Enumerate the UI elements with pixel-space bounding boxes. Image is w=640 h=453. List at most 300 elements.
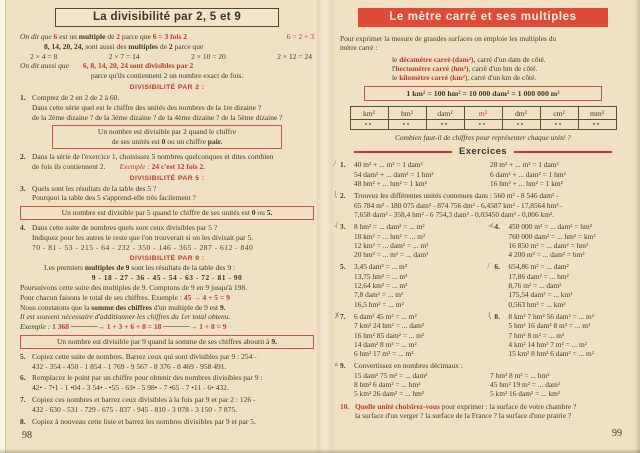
exercise-6-left bbox=[20, 373, 314, 393]
text-line: 16,5 hm² = ... m² bbox=[354, 299, 404, 309]
exercise-10 bbox=[340, 402, 626, 421]
red-dash: - bbox=[43, 404, 50, 414]
text-line bbox=[27, 337, 307, 347]
unit-header-cell: mm² bbox=[578, 107, 616, 120]
text-line bbox=[32, 243, 314, 253]
text-run: 432 - 630 - 531 - 729 - 675 - 837 - 945 - 810 - 3 078 - 3 150 - 7 875. bbox=[32, 404, 237, 414]
text-run: 432 - 354 - 450 - 1 854 - 1 769 - 9 567 - 8 376 - 8 469 - 958 491. bbox=[32, 361, 227, 371]
text-run: 6 = 2 × 3 bbox=[286, 32, 314, 41]
text-run: multiples bbox=[128, 41, 158, 51]
unit-dots-cell: •• bbox=[578, 120, 616, 130]
text-line: 17,86 dam² = ... hm² bbox=[508, 271, 569, 281]
text-line bbox=[32, 362, 314, 372]
scan-edge-right bbox=[635, 0, 640, 453]
text-line bbox=[20, 263, 314, 273]
text-run: de fois ils contiennent 2. bbox=[32, 161, 106, 171]
text-line bbox=[20, 293, 314, 303]
exercise-7-left bbox=[20, 395, 314, 415]
text-run: Exemple : bbox=[119, 161, 152, 171]
text-line bbox=[32, 223, 314, 233]
pencil-mark: √ bbox=[333, 220, 339, 231]
text-line bbox=[20, 273, 314, 283]
text-run: - bbox=[252, 351, 257, 361]
red-dash: - bbox=[135, 383, 142, 393]
red-dash: - bbox=[179, 383, 186, 393]
red-dash: - bbox=[40, 242, 49, 252]
exercise-number: 8. bbox=[494, 311, 500, 321]
text-run: Un nombre est divisible par 2 quand le chiffre bbox=[97, 127, 237, 137]
text-line bbox=[32, 395, 314, 405]
exercise-5 bbox=[340, 262, 488, 308]
red-dash: - bbox=[150, 242, 159, 252]
text-run: Les premiers bbox=[44, 263, 85, 273]
text-line: 18 km² = ... hm² = ... m² bbox=[354, 231, 426, 241]
right-page bbox=[332, 0, 634, 453]
unit-header-cell: m² bbox=[464, 107, 502, 120]
rule-box-divisible-par-9 bbox=[20, 335, 314, 349]
unit-dots-cell: •• bbox=[502, 120, 540, 130]
text-run: Indiquez pour les autres le reste que l'on trouverait si on les divisait par 5. bbox=[32, 232, 254, 242]
text-line: 15 km² 8 hm² 6 dam² = ... m² bbox=[508, 349, 594, 359]
text-run: 6 bbox=[53, 32, 58, 41]
red-dash: - bbox=[60, 404, 67, 414]
text-line: 16 hm² + ... hm² = 1 km² bbox=[490, 179, 563, 189]
text-run: Poursuivons cette suite des multiples de 9. Comptons de 9 en 9 jusqu'à 198. bbox=[20, 282, 247, 292]
unit-header-cell: dam² bbox=[426, 107, 464, 120]
text-line: 5 km² 16 dam² = ... km² bbox=[490, 389, 561, 399]
exercise-9 bbox=[333, 360, 626, 399]
text-run: Pourquoi la table des 5 s'apprend-elle très facilement ? bbox=[32, 193, 196, 203]
text-line: 2 × 7 = 14 bbox=[108, 51, 140, 61]
text-line: 15 dam² 75 m² = ... dam² bbox=[354, 370, 428, 380]
text-line bbox=[32, 405, 314, 415]
exercise-number: 1. bbox=[20, 92, 26, 102]
unit-dots-cell: •• bbox=[464, 120, 502, 130]
section-header-div5: DIVISIBILITÉ PAR 5 : bbox=[129, 174, 205, 182]
text-line: 6 dam² 45 m² = ... m² bbox=[354, 311, 417, 321]
red-dash: - bbox=[58, 383, 65, 393]
text-line: 6 dam² + ... dam² = 1 hm² bbox=[490, 169, 566, 179]
multiplication-equations-row bbox=[20, 52, 314, 62]
exercise-8-left bbox=[20, 417, 314, 427]
text-line: 8 hm² 6 dam² = ... hm² bbox=[354, 380, 421, 390]
exercise-1-left bbox=[20, 93, 314, 122]
text-run: somme des chiffres bbox=[91, 302, 152, 312]
unit-definitions bbox=[340, 55, 626, 83]
text-line bbox=[340, 55, 626, 64]
unit-header-cell: km² bbox=[350, 107, 388, 120]
text-line: 4 200 m² = ... dam² = hm² bbox=[508, 250, 585, 260]
text-run: Comptez de 2 en 2 de 2 à 60. bbox=[32, 92, 120, 102]
text-run: - bbox=[251, 394, 256, 404]
text-run: la surface d'un verger ? la surface de la France ? la surface d'une prairie ? bbox=[355, 410, 572, 420]
text-line bbox=[20, 322, 314, 332]
text-run: ou un chiffre bbox=[165, 137, 208, 147]
unit-header-cell: cm² bbox=[540, 107, 578, 120]
red-dash: - bbox=[95, 404, 102, 414]
red-dash: - bbox=[384, 200, 391, 210]
exercise-number: 10. bbox=[340, 401, 350, 411]
red-dash: - bbox=[514, 191, 521, 201]
text-run: 9. bbox=[219, 302, 226, 312]
text-run: 6 = 3 fois 2 bbox=[152, 32, 188, 41]
text-line: 20 hm² = ... m² = ... dam² bbox=[354, 250, 429, 260]
exercise-3-left bbox=[20, 184, 314, 204]
exercise-number: 8. bbox=[20, 416, 26, 426]
text-line: 40 m² + ... m² = 1 dam² bbox=[354, 160, 423, 170]
right-page-title-banner: Le mètre carré et ses multiples bbox=[358, 8, 608, 27]
text-line: 2 × 4 = 8 bbox=[30, 51, 58, 61]
text-run: (hm²) bbox=[449, 63, 469, 73]
red-dash: - bbox=[101, 361, 108, 371]
text-line: 7 km² 24 hm² = ... dam² bbox=[354, 321, 425, 331]
text-line bbox=[20, 283, 314, 293]
text-run: mètre carré : bbox=[340, 43, 378, 53]
text-run: 8, 14, 20, 24, bbox=[44, 41, 84, 51]
text-line: 2 × 10 = 20 bbox=[191, 51, 226, 61]
text-run: Trouvez les différentes unités contenues dans : bbox=[354, 191, 494, 201]
red-dash: - bbox=[188, 404, 196, 414]
text-run: 42• - 7•1 - 1 •04 - 3 54• - •55 - 63• - 5 98• - 7 •65 - 7 •11 - 6• 432. bbox=[32, 383, 229, 393]
exercise-4-left bbox=[20, 223, 314, 252]
text-run: multiple bbox=[78, 32, 106, 41]
exercise-number: 7. bbox=[340, 311, 346, 321]
left-page-title: La divisibilité par 2, 5 et 9 bbox=[55, 8, 279, 27]
text-run: Remplacez le point par un chiffre pour obtenir des nombres divisibles par 9 : bbox=[32, 373, 263, 383]
pencil-mark: × bbox=[333, 360, 340, 370]
red-dash: - bbox=[170, 361, 177, 371]
section-header-div9: DIVISIBILITÉ PAR 9 : bbox=[129, 255, 205, 263]
red-dash: - bbox=[212, 404, 219, 414]
text-run: parce que bbox=[172, 41, 204, 51]
text-run: de ses unités est bbox=[111, 137, 162, 147]
text-run: - bbox=[554, 191, 559, 201]
exercices-header bbox=[354, 146, 612, 157]
unit-dots-cell: •• bbox=[540, 120, 578, 130]
exercise-number: 6. bbox=[20, 373, 26, 383]
text-run: Copiez à nouveau cette liste et barrez les nombres divisibles par 9 et par 5. bbox=[32, 416, 256, 426]
exercise-4 bbox=[487, 220, 626, 260]
rule-box-divisible-par-5 bbox=[20, 206, 314, 220]
left-page bbox=[6, 0, 320, 453]
red-dash: - bbox=[147, 361, 154, 371]
text-line bbox=[32, 383, 314, 393]
text-run: le bbox=[392, 54, 400, 64]
exercise-number: 4. bbox=[494, 222, 500, 232]
exercise-number: 4. bbox=[20, 222, 26, 232]
unit-header-cell: hm² bbox=[388, 107, 426, 120]
text-run: décamètre carré bbox=[399, 54, 451, 64]
text-line: 14 dam² 8 m² = ... m² bbox=[354, 339, 417, 349]
pencil-mark: ⟨ bbox=[487, 310, 493, 321]
red-dash: - bbox=[56, 242, 65, 252]
text-run: 24 c'est 12 fois 2. bbox=[151, 161, 206, 171]
red-dash: - bbox=[78, 404, 85, 414]
text-line: 4 km² 14 hm² 7 m² = ... m² bbox=[508, 339, 587, 349]
red-dash: - bbox=[191, 242, 200, 252]
red-dash: - bbox=[113, 404, 120, 414]
text-run: Pour exprimer la mesure de grandes surfaces on emploie les multiples du bbox=[340, 34, 557, 43]
red-dash: - bbox=[73, 242, 81, 252]
red-dash: - bbox=[423, 209, 430, 219]
text-run: 1 368 bbox=[52, 322, 71, 332]
text-line bbox=[354, 191, 626, 200]
red-dash: - bbox=[130, 404, 137, 414]
text-line bbox=[20, 303, 314, 313]
text-line: 28 m² + ... m² = 1 dam² bbox=[490, 160, 559, 170]
unit-dots-cell: •• bbox=[350, 120, 388, 130]
text-line: 2 × 12 = 24 bbox=[277, 51, 312, 61]
text-run: 65 784 m² - 180 075 dam² - 874 756 dm² - 6,4587 km² - 17,8564 hm² bbox=[354, 200, 559, 210]
text-line: 7 hm² 8 m² = ... m² bbox=[508, 330, 565, 340]
text-line: 8 hm² = ... dam² = ... m² bbox=[354, 222, 425, 232]
text-run: 9 - 18 - 27 - 36 - 45 - 54 - 63 - 72 - 81 - 90 bbox=[91, 273, 243, 283]
exercise-number: 7. bbox=[20, 394, 26, 404]
text-run: 126 bbox=[239, 394, 252, 404]
text-run: 0 bbox=[161, 137, 166, 147]
exercise-number: 5. bbox=[340, 262, 346, 272]
text-line bbox=[340, 43, 626, 52]
text-run: On dit que bbox=[20, 32, 54, 41]
red-dash: - bbox=[514, 200, 522, 210]
units-table-header-row bbox=[350, 107, 616, 120]
text-run: sont les résultats de la table des 9 : bbox=[129, 263, 236, 273]
red-dash: - bbox=[148, 404, 155, 414]
text-run: Copiez ces nombres et barrez ceux divisibles à la fois par 9 et par 2 : bbox=[32, 394, 240, 404]
text-line bbox=[340, 73, 626, 82]
text-run: 0 bbox=[251, 208, 256, 218]
page-number-99: 99 bbox=[612, 428, 622, 439]
text-line bbox=[20, 312, 314, 322]
text-line: 8 km² 7 hm² 56 dam² = ... m² bbox=[508, 311, 594, 321]
red-dash: - bbox=[130, 242, 138, 252]
text-line: 450 000 m² = ... dam² = hm² bbox=[508, 222, 592, 232]
text-run: 1 + 8 = 9 bbox=[199, 322, 227, 332]
red-dash: - bbox=[78, 361, 85, 371]
text-line bbox=[59, 127, 275, 137]
text-line bbox=[354, 210, 626, 219]
red-dash: - bbox=[515, 209, 523, 219]
exercise-3 bbox=[333, 220, 488, 260]
text-run: Un nombre est divisible par 9 quand la somme de ses chiffres aboutit à bbox=[56, 336, 272, 346]
exercise-number: 3. bbox=[340, 222, 346, 232]
text-run: Un nombre est divisible par 5 quand le chiffre de ses unités est bbox=[61, 208, 252, 218]
text-line bbox=[59, 137, 275, 147]
intro-paragraph-1 bbox=[20, 32, 314, 52]
text-run: de bbox=[157, 41, 169, 51]
text-run: 254 bbox=[241, 351, 253, 361]
text-line: 13,75 hm² = ... m² bbox=[354, 271, 408, 281]
units-table-dots-row bbox=[350, 120, 616, 130]
red-dash: - bbox=[201, 383, 208, 393]
text-line: 7 hm² 8 m² = ... hm² bbox=[490, 370, 550, 380]
text-line: 54 dam² + ... dam² = 1 hm² bbox=[354, 169, 434, 179]
text-line: 45 hm² 19 m² = ... dam² bbox=[490, 380, 561, 390]
text-line: 0,563 hm² = ... km² bbox=[508, 299, 566, 309]
text-run: Copiez cette suite de nombres. Barrez ceux qui sont divisibles par 9 : bbox=[32, 351, 242, 361]
text-run: Il est souvent nécessaire d'additionner les chiffres du 1er total obtenu. bbox=[20, 312, 231, 322]
text-run: Pour chacun faisons le total de ses chiffres. Exemple : bbox=[20, 292, 184, 302]
text-line: 6 hm² 17 m² = ... m² bbox=[354, 349, 414, 359]
text-run: , carré d'un km de côté. bbox=[467, 73, 537, 83]
red-dash: - bbox=[93, 242, 102, 252]
text-run: l' bbox=[392, 63, 396, 73]
text-run: Exemple : bbox=[20, 322, 53, 332]
exercise-number: 2. bbox=[340, 191, 346, 201]
exercise-7 bbox=[333, 310, 488, 359]
pencil-mark: ✗ bbox=[333, 310, 342, 321]
text-line: 12,64 km² = ... m² bbox=[354, 281, 408, 291]
text-run: 2 bbox=[168, 41, 173, 51]
text-run: ─────→ bbox=[70, 322, 107, 332]
red-dash: - bbox=[157, 383, 164, 393]
text-line bbox=[354, 201, 626, 210]
red-dash: - bbox=[109, 242, 118, 252]
units-question-caption: Combien faut-il de chiffres pour représenter chaque unité ? bbox=[395, 133, 571, 143]
text-run: Quelle unité choisirez-vous bbox=[355, 401, 440, 411]
exercise-5-left bbox=[20, 352, 314, 372]
text-run: d'un multiple de 9 est bbox=[151, 302, 220, 312]
text-run: ou bbox=[255, 208, 267, 218]
red-rule-right bbox=[514, 151, 612, 152]
text-run: parce que bbox=[120, 32, 153, 41]
text-run: (dam²) bbox=[450, 54, 474, 64]
text-run: , carré d'un hm de côté. bbox=[468, 63, 538, 73]
text-run: Dans la série de l'exercice 1, choisissez 5 nombres quelconques et dites combien bbox=[32, 151, 274, 161]
text-line bbox=[32, 193, 314, 203]
text-line bbox=[340, 34, 626, 43]
text-line: 8,76 m² = ... dam² bbox=[508, 281, 562, 291]
exercices-label: Exercices bbox=[459, 146, 507, 158]
text-line: 760 000 dam² = ... hm² = km² bbox=[508, 231, 596, 241]
red-dash: - bbox=[431, 200, 438, 210]
text-run: parce qu'ils contiennent 2 un nombre exact de fois. bbox=[90, 71, 244, 81]
red-dash: - bbox=[468, 209, 476, 219]
exercise-number: 1. bbox=[340, 160, 346, 170]
text-line: 12 km² = ... dam² = ... m² bbox=[354, 240, 429, 250]
text-run: multiples de 9 bbox=[84, 263, 130, 273]
exercise-number: 6. bbox=[494, 262, 500, 272]
text-run: Dans cette suite de nombres quels sont ceux divisibles par 5 ? bbox=[32, 222, 218, 232]
red-dash: - bbox=[165, 404, 172, 414]
section-header-div2: DIVISIBILITÉ PAR 2 : bbox=[129, 83, 205, 91]
red-dash: - bbox=[102, 383, 109, 393]
red-dash: - bbox=[118, 383, 126, 393]
red-dash: - bbox=[193, 361, 201, 371]
exercise-number: 3. bbox=[20, 183, 26, 193]
text-run: kilomètre carré bbox=[399, 73, 449, 83]
exercise-8 bbox=[487, 310, 626, 359]
red-dash: - bbox=[80, 383, 87, 393]
red-dash: - bbox=[232, 242, 241, 252]
text-run: Dans cette série quel est le chiffre des unités des nombres de la 1re dizaine ? bbox=[32, 102, 262, 112]
pencil-mark: ⟨ bbox=[333, 190, 338, 200]
text-line: 175,54 dam² = ... km² bbox=[508, 290, 573, 300]
text-line bbox=[20, 32, 314, 42]
text-run: (km²) bbox=[448, 73, 468, 83]
text-run: - bbox=[558, 200, 563, 210]
text-run: 6, 8, 14, 20, 24 sont divisibles par 2 bbox=[82, 61, 194, 71]
text-run: pour exprimer : la surface de votre chambre ? bbox=[439, 401, 577, 411]
pencil-mark: ≺ bbox=[487, 220, 496, 231]
red-dash: - bbox=[387, 209, 394, 219]
text-line: 48 hm² + ... hm² = 1 km² bbox=[354, 179, 427, 189]
text-line bbox=[32, 93, 314, 103]
text-run: 5. bbox=[266, 208, 273, 218]
text-line bbox=[20, 61, 314, 71]
exercise-6 bbox=[487, 261, 626, 309]
text-run: 560 m² - 8 546 dam² bbox=[493, 191, 555, 201]
text-run: de bbox=[105, 32, 117, 41]
text-line: 5 hm² 16 dam² 8 m² = ... m² bbox=[508, 321, 591, 331]
text-line bbox=[27, 208, 307, 218]
unit-dots-cell: •• bbox=[426, 120, 464, 130]
text-line bbox=[340, 64, 626, 73]
text-line bbox=[355, 411, 626, 420]
red-dash: - bbox=[43, 361, 50, 371]
unit-dots-cell: •• bbox=[388, 120, 426, 130]
pencil-mark: ⁄ bbox=[487, 261, 491, 271]
text-line: 5 km² 26 dam² = ... hm² bbox=[354, 389, 425, 399]
red-dash: - bbox=[212, 242, 220, 252]
text-line: 3,45 dam² = ... m² bbox=[354, 262, 407, 272]
text-line: 16 hm² 85 dam² = ... m² bbox=[354, 330, 425, 340]
intro-paragraph-2 bbox=[20, 61, 314, 81]
text-run: 7,658 dam² - 358,4 hm² - 6 754,3 dam² - 0,03450 dam² - 0,006 km². bbox=[354, 209, 555, 219]
text-run: le bbox=[392, 73, 400, 83]
unit-header-cell: dm² bbox=[502, 107, 540, 120]
text-line bbox=[32, 152, 314, 162]
text-line bbox=[32, 184, 314, 194]
exercise-number: 2. bbox=[20, 151, 26, 161]
red-dash: - bbox=[60, 361, 67, 371]
text-line bbox=[32, 233, 314, 243]
text-line: 7,8 dam² = ... m² bbox=[354, 290, 404, 300]
text-run: 1 + 3 + 6 + 8 = 18 bbox=[106, 322, 164, 332]
km2-equivalence-box: 1 km² = 100 hm² = 10 000 dam² = 1 000 000 m² bbox=[364, 86, 602, 101]
text-run: de la 2ème dizaine ? de la 3ème dizaine ? de la 4ème dizaine ? de la 5ème dizaine ? bbox=[32, 112, 283, 122]
text-run: est un bbox=[57, 32, 79, 41]
text-line bbox=[32, 103, 314, 113]
text-line: 16 850 m² = ... dam² = hm² bbox=[508, 240, 589, 250]
page-number-98: 98 bbox=[22, 430, 32, 441]
text-run: 70 - 81 - 53 - 215 - 64 - 232 - 350 - 146 - 365 - 287 - 612 - 840 bbox=[32, 242, 254, 252]
multiples-de-9-paragraph bbox=[20, 263, 314, 332]
exercise-2 bbox=[333, 190, 626, 219]
text-run: pair. bbox=[207, 137, 223, 147]
exercise-9-intro: Convertissez en nombres décimaux : bbox=[354, 361, 463, 371]
red-rule-left bbox=[354, 151, 452, 152]
exercise-2-left bbox=[20, 152, 314, 172]
exercise-number: 5. bbox=[20, 351, 26, 361]
exercise-number: 9. bbox=[340, 361, 346, 371]
text-run: 9. bbox=[271, 336, 278, 346]
text-line bbox=[32, 352, 314, 362]
text-run: Nous constatons que la bbox=[20, 302, 92, 312]
text-line bbox=[32, 417, 314, 427]
text-run: , carré d'un dam de côté. bbox=[473, 54, 546, 64]
exercise-1 bbox=[333, 159, 626, 189]
text-line bbox=[20, 42, 314, 52]
text-line bbox=[32, 373, 314, 383]
red-dash: - bbox=[42, 383, 49, 393]
red-dash: - bbox=[171, 242, 179, 252]
text-run: 45 → 4 + 5 = 9 bbox=[183, 292, 230, 302]
red-dash: - bbox=[474, 200, 481, 210]
units-table bbox=[350, 106, 617, 130]
text-run: sont aussi des bbox=[83, 41, 129, 51]
text-run: ─────→ bbox=[163, 322, 200, 332]
